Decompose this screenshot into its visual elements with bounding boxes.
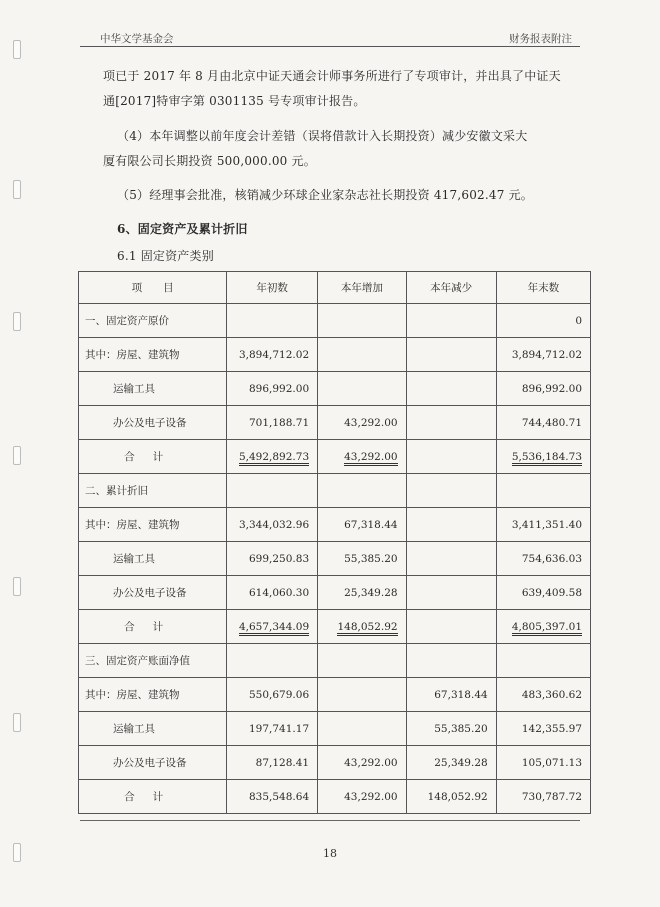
row-value: [318, 372, 406, 406]
row-label: 运输工具: [79, 372, 227, 406]
underlined-value: 5,492,892.73: [239, 451, 309, 466]
row-value: 0: [496, 304, 590, 338]
table-row: [79, 304, 591, 338]
subsection-title: 6.1 固定资产类别: [117, 249, 214, 263]
row-value: 483,360.62: [496, 678, 590, 712]
row-value: [227, 304, 318, 338]
table-row: [79, 474, 591, 508]
binding-hole: [13, 577, 21, 596]
row-value: [318, 338, 406, 372]
row-value: 105,071.13: [496, 746, 590, 780]
row-value: 25,349.28: [406, 746, 496, 780]
row-value: 25,349.28: [318, 576, 406, 610]
table-row: [79, 780, 591, 814]
row-value: [318, 678, 406, 712]
row-value: 699,250.83: [227, 542, 318, 576]
row-value: [318, 712, 406, 746]
page-number: 18: [323, 847, 337, 860]
header-left: 中华文学基金会: [100, 33, 174, 45]
row-value: 43,292.00: [318, 780, 406, 814]
row-value: [406, 576, 496, 610]
row-value: [406, 338, 496, 372]
table-row: [79, 610, 591, 644]
underlined-value: 5,536,184.73: [512, 451, 582, 466]
paragraph-line: （4）本年调整以前年度会计差错（误将借款计入长期投资）减少安徽文采大: [117, 129, 528, 143]
row-label: 运输工具: [79, 542, 227, 576]
row-value: 67,318.44: [406, 678, 496, 712]
row-value: [406, 644, 496, 678]
table-row: [79, 644, 591, 678]
row-value: 197,741.17: [227, 712, 318, 746]
row-value: [496, 440, 590, 474]
row-value: 550,679.06: [227, 678, 318, 712]
col-header: 项 目: [79, 272, 227, 304]
row-value: 55,385.20: [318, 542, 406, 576]
row-value: [318, 440, 406, 474]
footer-rule: [80, 820, 580, 821]
row-value: 43,292.00: [318, 406, 406, 440]
row-label: 办公及电子设备: [79, 576, 227, 610]
paragraph-line: 通[2017]特审字第 0301135 号专项审计报告。: [103, 94, 366, 108]
col-header: 本年减少: [406, 272, 496, 304]
row-label: 合计: [79, 780, 227, 814]
row-value: [496, 644, 590, 678]
table-row: [79, 338, 591, 372]
row-value: [227, 440, 318, 474]
row-value: [227, 610, 318, 644]
row-value: 43,292.00: [318, 746, 406, 780]
col-header: 本年增加: [318, 272, 406, 304]
underlined-value: 43,292.00: [344, 451, 397, 466]
table-row: [79, 678, 591, 712]
row-label: 一、固定资产原价: [79, 304, 227, 338]
binding-hole: [13, 180, 21, 199]
row-value: 3,894,712.02: [227, 338, 318, 372]
row-value: 835,548.64: [227, 780, 318, 814]
binding-hole: [13, 713, 21, 732]
row-value: [318, 474, 406, 508]
row-value: [318, 304, 406, 338]
row-value: [406, 474, 496, 508]
row-value: 754,636.03: [496, 542, 590, 576]
row-value: [406, 542, 496, 576]
row-value: [227, 644, 318, 678]
table-row: [79, 440, 591, 474]
row-value: 87,128.41: [227, 746, 318, 780]
row-value: 701,188.71: [227, 406, 318, 440]
row-label: 合计: [79, 610, 227, 644]
table-row: [79, 542, 591, 576]
col-header: 年初数: [227, 272, 318, 304]
paragraph-line: 项已于 2017 年 8 月由北京中证天通会计师事务所进行了专项审计，并出具了中证天: [103, 69, 561, 83]
row-label: 其中：房屋、建筑物: [79, 678, 227, 712]
row-value: [406, 440, 496, 474]
row-value: 3,344,032.96: [227, 508, 318, 542]
row-value: 614,060.30: [227, 576, 318, 610]
section-title: 6、固定资产及累计折旧: [117, 222, 248, 236]
row-label: 二、累计折旧: [79, 474, 227, 508]
paragraph-line: （5）经理事会批准，核销减少环球企业家杂志社长期投资 417,602.47 元。: [117, 188, 533, 202]
row-value: [227, 474, 318, 508]
row-value: [406, 610, 496, 644]
underlined-value: 4,657,344.09: [239, 621, 309, 636]
row-value: [406, 304, 496, 338]
row-value: [406, 508, 496, 542]
row-value: 55,385.20: [406, 712, 496, 746]
row-value: [406, 406, 496, 440]
page-header: [80, 28, 580, 47]
table-row: [79, 576, 591, 610]
row-value: [318, 610, 406, 644]
row-value: [406, 372, 496, 406]
table-row: [79, 712, 591, 746]
col-header: 年末数: [496, 272, 590, 304]
underlined-value: 148,052.92: [337, 621, 397, 636]
table-row: [79, 508, 591, 542]
row-value: 142,355.97: [496, 712, 590, 746]
row-value: 730,787.72: [496, 780, 590, 814]
row-value: 148,052.92: [406, 780, 496, 814]
row-value: [496, 610, 590, 644]
paragraph-line: 厦有限公司长期投资 500,000.00 元。: [103, 154, 316, 168]
row-label: 合计: [79, 440, 227, 474]
underlined-value: 4,805,397.01: [512, 621, 582, 636]
row-value: 896,992.00: [496, 372, 590, 406]
header-right: 财务报表附注: [509, 33, 572, 45]
row-value: 3,894,712.02: [496, 338, 590, 372]
binding-hole: [13, 40, 21, 59]
row-label: 三、固定资产账面净值: [79, 644, 227, 678]
row-value: 639,409.58: [496, 576, 590, 610]
row-label: 办公及电子设备: [79, 406, 227, 440]
row-value: 3,411,351.40: [496, 508, 590, 542]
row-label: 其中：房屋、建筑物: [79, 338, 227, 372]
table-row: [79, 372, 591, 406]
table-header-row: [79, 272, 591, 304]
row-value: 67,318.44: [318, 508, 406, 542]
row-value: 896,992.00: [227, 372, 318, 406]
binding-hole: [13, 446, 21, 465]
table-row: [79, 746, 591, 780]
row-value: [496, 474, 590, 508]
fixed-asset-table: [78, 271, 591, 814]
row-value: 744,480.71: [496, 406, 590, 440]
row-value: [318, 644, 406, 678]
binding-hole: [13, 312, 21, 331]
row-label: 办公及电子设备: [79, 746, 227, 780]
row-label: 其中：房屋、建筑物: [79, 508, 227, 542]
table-row: [79, 406, 591, 440]
row-label: 运输工具: [79, 712, 227, 746]
